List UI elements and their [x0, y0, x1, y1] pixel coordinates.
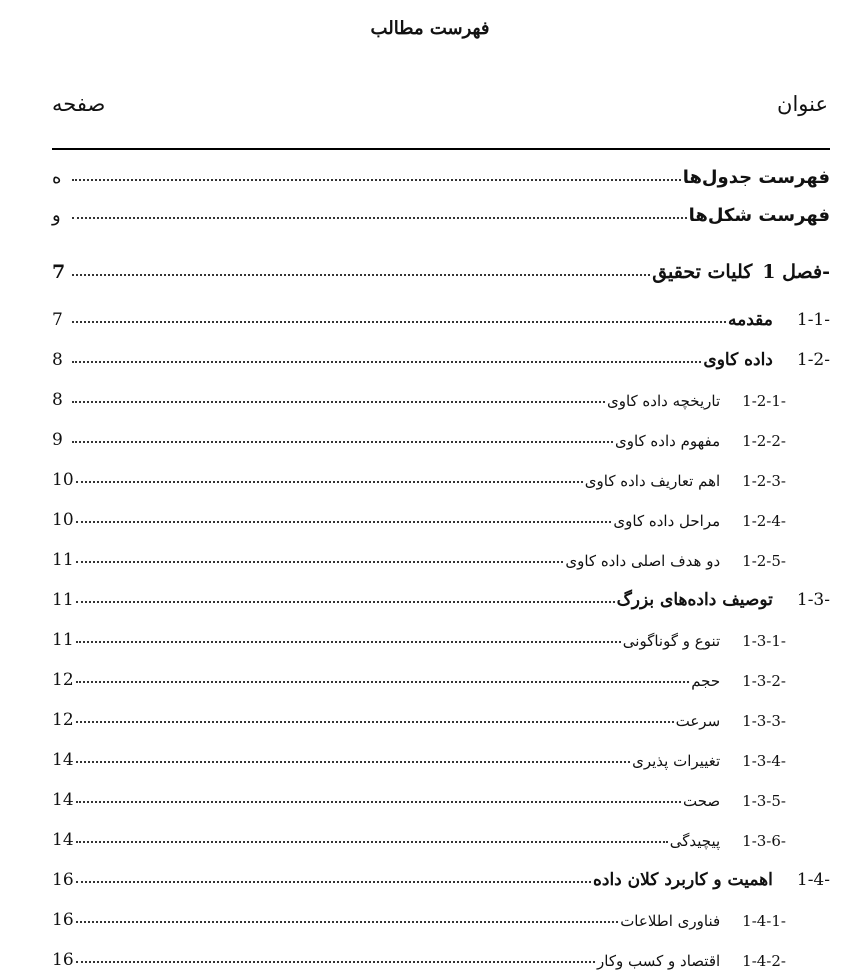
dot-leader — [72, 179, 681, 181]
toc-entry-title: دو هدف اصلی داده کاوی — [565, 552, 721, 570]
toc-entry-title: توصیف داده‌های بزرگ — [616, 590, 773, 610]
toc-entry-title: تغییرات پذیری — [632, 752, 721, 770]
dot-leader — [76, 681, 690, 683]
toc-entry-number: 1-2-4- — [742, 512, 786, 530]
toc-entry[interactable] — [52, 820, 830, 850]
dot-leader — [72, 321, 726, 323]
toc-entry[interactable] — [52, 540, 830, 570]
toc-entry-number: 1-3- — [796, 590, 830, 610]
toc-entry-page: 16 — [52, 910, 74, 930]
toc-entry-title: اهم تعاریف داده کاوی — [584, 472, 721, 490]
toc-entry-page: 11 — [52, 590, 74, 610]
column-header-page: صفحه — [52, 92, 106, 116]
toc-entry-number: 1-3-4- — [742, 752, 786, 770]
dot-leader — [72, 401, 605, 403]
toc-entry[interactable] — [52, 700, 830, 730]
toc-entry[interactable] — [52, 420, 830, 450]
toc-entry[interactable] — [52, 900, 830, 930]
toc-entry-number: 1-3-5- — [742, 792, 786, 810]
toc-entry[interactable] — [52, 380, 830, 410]
dot-leader — [76, 761, 630, 763]
toc-entry-page: 7 — [52, 310, 63, 330]
toc-entry-title: اقتصاد و کسب وکار — [597, 952, 721, 970]
toc-entry-page: 10 — [52, 470, 74, 490]
dot-leader — [76, 921, 619, 923]
toc-entry[interactable] — [52, 196, 830, 226]
column-header-title: عنوان — [777, 92, 828, 116]
dot-leader — [72, 274, 650, 276]
toc-entry-title: مقدمه — [728, 310, 773, 330]
toc-entry-page: 14 — [52, 830, 74, 850]
toc-entry-number: 1-4-2- — [742, 952, 786, 970]
toc-entry[interactable] — [52, 660, 830, 690]
toc-entry-number: 1-2- — [796, 350, 830, 370]
toc-entry-number: 1-2-3- — [742, 472, 786, 490]
toc-entry-page: 8 — [52, 390, 63, 410]
toc-entry-title: تاریخچه داده کاوی — [606, 392, 721, 410]
toc-entry[interactable] — [52, 340, 830, 370]
toc-entry-title: کلیات تحقیق — [652, 261, 753, 283]
dot-leader — [76, 801, 681, 803]
toc-entry-number: 1-3-3- — [742, 712, 786, 730]
toc-entry-title: پیچیدگی — [669, 832, 721, 850]
toc-entry-number: 1-4- — [796, 870, 830, 890]
toc-entry-number: 1-2-2- — [742, 432, 786, 450]
toc-entry-number: 1-1- — [796, 310, 830, 330]
toc-entry[interactable] — [52, 460, 830, 490]
toc-entry-number: 1-4-1- — [742, 912, 786, 930]
toc-entry-number: 1-3-1- — [742, 632, 786, 650]
toc-entry-title: مراحل داده کاوی — [613, 512, 721, 530]
toc-entry-page: 14 — [52, 790, 74, 810]
dot-leader — [76, 561, 564, 563]
toc-entry-page: ه — [52, 167, 62, 188]
toc-entry-page: و — [52, 205, 61, 226]
toc-entry-page: 9 — [52, 430, 63, 450]
toc-entry-title: سرعت — [675, 712, 721, 730]
toc-entry-page: 14 — [52, 750, 74, 770]
header-divider — [52, 148, 830, 150]
toc-entry-page: 16 — [52, 870, 74, 890]
toc-entry[interactable] — [52, 300, 830, 330]
dot-leader — [76, 961, 595, 963]
toc-entry-title: اهمیت و کاربرد کلان داده — [592, 870, 773, 890]
toc-entry-number: 1-3-2- — [742, 672, 786, 690]
toc-entry[interactable] — [52, 158, 830, 188]
toc-entry-title: صحت — [683, 792, 721, 810]
dot-leader — [72, 217, 687, 219]
toc-entry-number: 1-3-6- — [742, 832, 786, 850]
toc-entry[interactable] — [52, 860, 830, 890]
toc-entry-page: 10 — [52, 510, 74, 530]
toc-entry[interactable] — [52, 500, 830, 530]
toc-entry-page: 11 — [52, 630, 74, 650]
toc-entry-number: فصل 1- — [762, 261, 830, 283]
toc-entry-number: 1-2-5- — [742, 552, 786, 570]
dot-leader — [72, 361, 701, 363]
toc-entry-title: فناوری اطلاعات — [620, 912, 721, 930]
dot-leader — [76, 641, 621, 643]
toc-entry[interactable] — [52, 580, 830, 610]
toc-entry-page: 16 — [52, 950, 74, 970]
dot-leader — [76, 601, 615, 603]
toc-entry[interactable] — [52, 940, 830, 970]
toc-entry-title: مفهوم داده کاوی — [614, 432, 721, 450]
toc-entry-title: حجم — [691, 672, 721, 690]
toc-entry-title: فهرست جدول‌ها — [682, 167, 830, 188]
toc-entry-page: 11 — [52, 550, 74, 570]
dot-leader — [76, 881, 591, 883]
dot-leader — [76, 481, 583, 483]
page-title: فهرست مطالب — [370, 18, 490, 39]
toc-entry-page: 7 — [52, 261, 66, 283]
toc-entry[interactable] — [52, 620, 830, 650]
toc-entry[interactable] — [52, 780, 830, 810]
dot-leader — [72, 441, 613, 443]
toc-entry-page: 8 — [52, 350, 63, 370]
toc-entry[interactable] — [52, 253, 830, 283]
toc-entry-title: فهرست شکل‌ها — [688, 205, 830, 226]
toc-entry[interactable] — [52, 740, 830, 770]
dot-leader — [76, 841, 668, 843]
toc-entry-page: 12 — [52, 710, 74, 730]
dot-leader — [76, 521, 612, 523]
toc-entry-title: داده کاوی — [703, 350, 773, 370]
dot-leader — [76, 721, 674, 723]
toc-entry-page: 12 — [52, 670, 74, 690]
toc-entry-number: 1-2-1- — [742, 392, 786, 410]
toc-entry-title: تنوع و گوناگونی — [622, 632, 721, 650]
